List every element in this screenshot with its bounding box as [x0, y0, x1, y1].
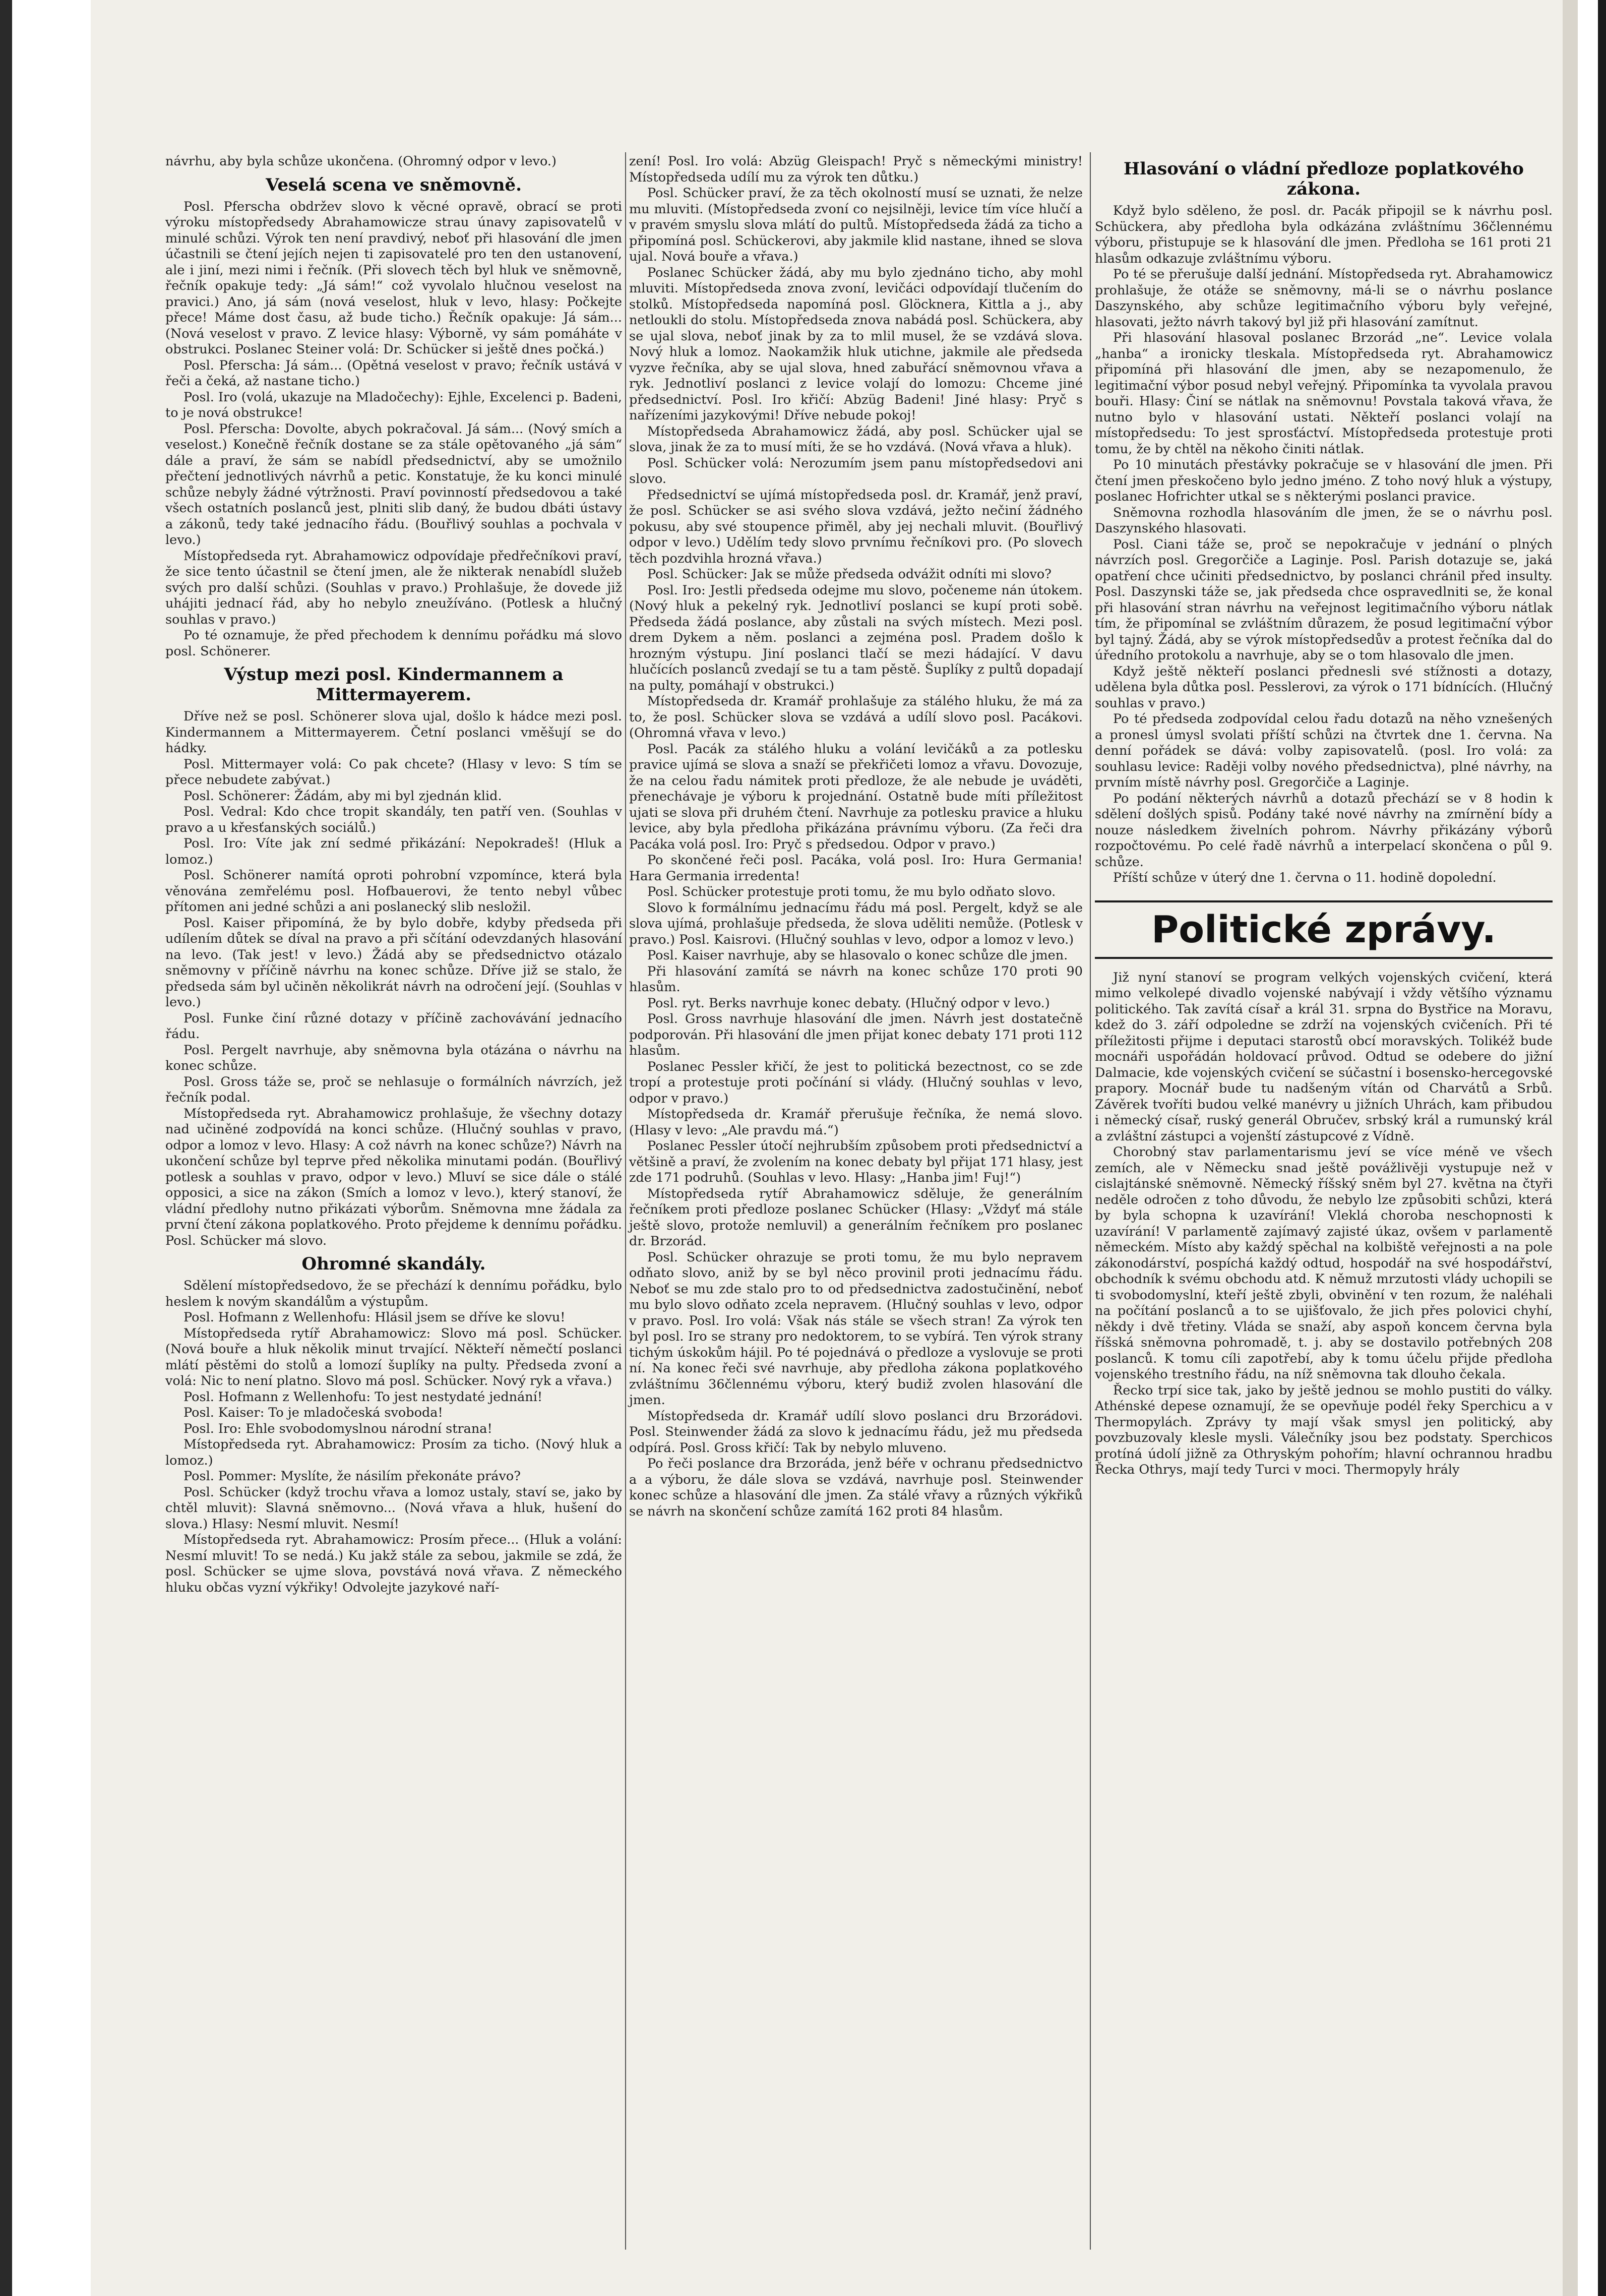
paragraph: Posl. Iro: Ehle svobodomyslnou národní strana!	[183, 1421, 492, 1436]
section-heading-politicke-zpravy: Politické zprávy.	[1095, 900, 1553, 959]
paragraph: Sdělení místopředsedovo, že se přechází k dennímu pořádku, bylo heslem k novým skandálům a výstupům.	[165, 1278, 622, 1309]
scan-edge-left	[0, 0, 12, 2296]
paragraph: Poslanec Schücker žádá, aby mu bylo zjednáno ticho, aby mohl mluviti. Místopředseda znova zvoní, levičáci odpovídají tlučením do stolků. Místopředseda napomíná posl. Glöcknera, Kittla a j., aby netloukli do stolu. Místopředseda znova nabádá posl. Schückera, aby se ujal slova, neboť jinak by za to mlil musel, že se vzdává slova. Nový hluk a lomoz. Naokamžik hluk utichne, jakmile ale předseda vyzve řečníka, aby se ujal slova, hned zabuřácí sněmovnou vřava a ryk. Jednotliví poslanci z levice volají do lomozu: Chceme jiné předsednictví. Posl. Iro křičí: Abzüg Badeni! Jiné hlasy: Pryč s nařízeními jazykovými! Dříve nebude pokoj!	[629, 265, 1083, 423]
paragraph: Slovo k formálnímu jednacímu řádu má posl. Pergelt, když se ale slova ujímá, prohlašuje předseda, že slova uděliti nemůže. (Potlesk v pravo.) Posl. Kaisrovi. (Hlučný souhlas v levo, odpor a lomoz v levo.)	[629, 900, 1083, 947]
paragraph: Posl. Ciani táže se, proč se nepokračuje v jednání o plných návrzích posl. Gregorčiče a Laginje. Posl. Parish dotazuje se, jaká opatření chce učiniti předsednictvo, by poslanci chránil před insulty. Posl. Daszynski táže se, jak předseda chce ospravedlniti se, že konal při hlasování stran návrhu na veřejnost legitimačního výboru nátlak tím, že připomínal se zvláštním důrazem, že posud legitimační výbor byl tajný. Žádá, aby se výrok místopředsedův a protest řečníka dal do úředního protokolu a navrhuje, aby se o tom hlasovalo dle jmen.	[1095, 536, 1553, 663]
paragraph: Posl. Schönerer namítá oproti pohrobní vzpomínce, která byla věnována zemřelému posl. Hofbauerovi, že tento nebyl vůbec přítomen ani jedné schůzi a ani poslanecký slib nesložil.	[165, 868, 622, 915]
paragraph: Posl. Schönerer: Žádám, aby mi byl zjednán klid.	[183, 788, 502, 804]
paragraph: Posl. Mittermayer volá: Co pak chcete? (Hlasy v levo: S tím se přece nebudete zabývat.)	[165, 756, 622, 788]
column-rule-1	[625, 152, 626, 2250]
paragraph: Posl. Schücker praví, že za těch okolností musí se uznati, že nelze mu mluviti. (Místopředseda zvoní co nejsilněji, levice tím více hlučí a v pravém smyslu slova mlátí do pultů. Místopředseda žádá za ticho a připomíná posl. Schückerovi, aby jakmile klid nastane, ihned se slova ujal. Nová bouře a vřava.)	[629, 186, 1083, 264]
paragraph: Když bylo sděleno, že posl. dr. Pacák připojil se k návrhu posl. Schückera, aby předloha byla odkázána zvláštnímu 36člennému výboru, přistupuje se k hlasování dle jmen. Předloha se 161 proti 21 hlasům odkazuje zvláštnímu výboru.	[1095, 203, 1553, 266]
paragraph: Po té předseda zodpovídal celou řadu dotazů na něho vznešených a pronesl úmysl svolati příští schůzi na čtvrtek dne 1. června. Na denní pořádek se dává: volby zapisovatelů. (posl. Iro volá: za souhlasu levice: Raději volby nového předsednictva), plné návrhy, na prvním místě návrhy posl. Gregorčiče a Laginje.	[1095, 711, 1553, 790]
paragraph: Posl. Hofmann z Wellenhofu: Hlásil jsem se dříve ke slovu!	[183, 1310, 566, 1325]
paragraph: Dříve než se posl. Schönerer slova ujal, došlo k hádce mezi posl. Kindermannem a Mittermayerem. Četní poslanci vměšují se do hádky.	[165, 709, 622, 756]
paragraph: Když ještě někteří poslanci přednesli své stížnosti a dotazy, udělena byla důtka posl. Pesslerovi, za výrok o 171 bídnících. (Hlučný souhlas v pravo.)	[1095, 663, 1553, 711]
paragraph: Posl. Schücker volá: Nerozumím jsem panu místopředsedovi ani slovo.	[629, 455, 1083, 487]
column-3	[1095, 154, 1553, 1478]
column-2	[629, 154, 1083, 1520]
paragraph: Posl. Schücker ohrazuje se proti tomu, že mu bylo nepravem odňato slovo, aniž by se byl něco provinil proti jednacímu řádu. Neboť se mu zde stalo pro to od předsednictva zadostučinění, neboť mu bylo slovo odňato zcela nepravem. (Hlučný souhlas v levo, odpor v pravo. Posl. Iro volá: Však nás stále se všech stran! Za výrok ten byl posl. Iro se strany pro nedoktorem, to se vybírá. Ten výrok strany tichým úskokům hájil. Po té pojednává o předloze a vyslovuje se proti ní. Na konec řeči své navrhuje, aby předloha zákona poplatkového zvláštnímu 36člennému výboru, který budiž zvolen hlasování dle jmen.	[629, 1249, 1083, 1408]
paragraph: Posl. Funke činí různé dotazy v příčině zachovávání jednacího řádu.	[165, 1010, 622, 1042]
paragraph: Příští schůze v úterý dne 1. června o 11. hodině dopolední.	[1113, 870, 1497, 885]
paragraph: Posl. Vedral: Kdo chce tropit skandály, ten patří ven. (Souhlas v pravo a u křesťanských sociálů.)	[165, 804, 622, 835]
paragraph: Místopředseda dr. Kramář prohlašuje za stálého hluku, že má za to, že posl. Schücker slova se vzdává a udílí slovo posl. Pacákovi. (Ohromná vřava v levo.)	[629, 694, 1083, 741]
paragraph: Místopředseda ryt. Abrahamowicz odpovídaje předřečníkovi praví, že sice tento účastnil se čtení jmen, ale že nikterak nenabídl služeb svých pro další schůzi. (Souhlas v pravo.) Prohlašuje, že dovede již uhájiti jednací řád, aby ho nebylo zneužíváno. (Potlesk a hlučný souhlas v pravo.)	[165, 548, 622, 627]
paragraph: Po řeči poslance dra Brzoráda, jenž béře v ochranu předsednictvo a a výboru, že dále slova se vzdává, navrhuje posl. Steinwender konec schůze a hlasování dle jmen. Za stálé vřavy a různých výkřiků se návrh na skončení schůze zamítá 162 proti 84 hlasům.	[629, 1456, 1083, 1519]
paragraph: Místopředseda rytíř Abrahamowicz: Slovo má posl. Schücker. (Nová bouře a hluk několik minut trvající. Někteří němečtí poslanci mlátí pěstěmi do stolů a lomozí šuplíky na pulty. Předseda zvoní a volá: Nic to není platno. Slovo má posl. Schücker. Nový ryk a vřava.)	[165, 1325, 622, 1388]
paragraph: Posl. Pferscha: Já sám... (Opětná veselost v pravo; řečník ustává v řeči a čeká, až nastane ticho.)	[165, 357, 622, 389]
paragraph: Posl. Schücker (když trochu vřava a lomoz ustaly, staví se, jako by chtěl mluvit): Slavná sněmovno... (Nová vřava a hluk, hušení do slova.) Hlasy: Nesmí mluvit. Nesmí!	[165, 1484, 622, 1532]
paragraph: Posl. Pferscha: Dovolte, abych pokračoval. Já sám... (Nový smích a veselost.) Konečně řečník dostane se za stále opětovaného „já sám“ dále a praví, že sám se nabídl předsednictví, aby se umožnilo přečtení jednotlivých návrhů a petic. Konstatuje, že ku konci minulé schůze nebyly žádné výtržnosti. Praví povinností předsedovou a také všech ostatních poslanců jest, plniti slib daný, že budou dbáti ústavy a zákonů, tedy také jednacího řádu. (Bouřlivý souhlas a pochvala v levo.)	[165, 421, 622, 548]
paragraph: zení! Posl. Iro volá: Abzüg Gleispach! Pryč s německými ministry! Místopředseda udílí mu za výrok ten důtku.)	[629, 154, 1083, 185]
column-rule-2	[1090, 152, 1091, 2250]
paragraph: Posl. Pergelt navrhuje, aby sněmovna byla otázána o návrhu na konec schůze.	[165, 1042, 622, 1073]
paragraph: Místopředseda Abrahamowicz žádá, aby posl. Schücker ujal se slova, jinak že za to musí míti, že se ho vzdává. (Nová vřava a hluk).	[629, 424, 1083, 455]
paragraph: Posl. Iro: Jestli předseda odejme mu slovo, počeneme nán útokem. (Nový hluk a pekelný ryk. Jednotliví poslanci se kupí proti sobě. Předseda žádá poslance, aby zůstali na svých místech. Mezi posl. drem Dykem a něm. poslanci a zejména posl. Pradem došlo k hrozným výstupu. Jiní poslanci tlačí se mezi hádající. V davu hlučících poslanců zvedají se tu a tam pěstě. Šuplíky z pultů dopadají na pulty, pomáhají v obstrukci.)	[629, 582, 1083, 693]
paragraph: Při hlasování hlasoval poslanec Brzorád „ne“. Levice volala „hanba“ a ironicky tleskala. Místopředseda ryt. Abrahamowicz připomíná při hlasování dle jmen, aby se nezapomenulo, že legitimační výbor posud nebyl veřejný. Připomínka ta vyvolala pravou bouři. Hlasy: Činí se nátlak na sněmovnu! Povstala taková vřava, že nutno bylo v hlasování ustati. Někteří poslanci volají na místopředsedu: To jest sprosťáctví. Místopředseda protestuje proti tomu, že by chtěl na někoho činiti nátlak.	[1095, 330, 1553, 457]
section-heading-ohromne-skandaly: Ohromné skandály.	[301, 1254, 486, 1274]
paragraph: Poslanec Pessler útočí nejhrubším způsobem proti předsednictví a většině a praví, že zvolením na konec debaty byl přijat 171 hlasy, jest zde 171 podruhů. (Souhlas v levo. Hlasy: „Hanba jim! Fuj!“)	[629, 1138, 1083, 1185]
paragraph: Chorobný stav parlamentarismu jeví se více méně ve všech zemích, ale v Německu snad ještě povážlivěji vystupuje než v cislajtánské sněmovně. Německý říšský sněm byl 27. května na čtyři neděle odročen z toho důvodu, že nebylo lze způsobiti schůzi, která by byla schopna k uzavírání! Vleklá choroba neschopnosti k uzavírání! V parlamentě zajímavý zajisté úkaz, ovšem v parlamentě německém. Místo aby každý spěchal na kolbiště veřejnosti a na pole zákonodárství, pospíchá každý odtud, hospodář na své hospodářství, obchodník k svému obchodu atd. K němuž mrzutosti vlády uchopili se ti svobodomyslní, kteří ještě zbyli, obvinění v ten rozum, že naléhali na počítání poslanců a to se ujišťovalo, že jich přes polovici chyhí, někdy i dvě třetiny. Vláda se snaží, aby aspoň koncem června byla říšská sněmovna pohromadě, t. j. aby se dostavilo potřebných 208 poslanců. K tomu cíli zapotřebí, aby k tomu účelu přijde předloha vojenského trestního řádu, na níž sněmovna tak dlouho čekala.	[1095, 1144, 1553, 1382]
paragraph: Sněmovna rozhodla hlasováním dle jmen, že se o návrhu posl. Daszynského hlasovati.	[1095, 505, 1553, 536]
paragraph: Místopředseda ryt. Abrahamowicz: Prosím přece... (Hluk a volání: Nesmí mluvit! To se nedá.) Ku jakž stále za sebou, jakmile se zdá, že posl. Schücker se ujme slova, povstává nová vřava. Z německého hluku občas vyzní výkřiky! Odvolejte jazykové naří-	[165, 1532, 622, 1595]
paragraph: Místopředseda ryt. Abrahamowicz prohlašuje, že všechny dotazy nad učiněné zodpovídá na konci schůze. (Hlučný souhlas v pravo, odpor a lomoz v levo. Hlasy: A což návrh na konec schůze?) Návrh na ukončení schůze byl teprve před několika minutami podán. (Bouřlivý potlesk a souhlas v pravo, odpor v levo.) Mluví se sice dále o stálé opposici, a sice na zákon (Smích a lomoz v levo.), který stanoví, že vládní předlohy nutno přikázati výborům. Sněmovna mne žádala za první čtení zákona poplatkového. Proto přejdeme k dennímu pořádku. Posl. Schücker má slovo.	[165, 1106, 622, 1248]
scan-edge-shadow	[1563, 0, 1578, 2296]
paragraph: Posl. Iro: Víte jak zní sedmé přikázání: Nepokradeš! (Hluk a lomoz.)	[165, 836, 622, 867]
paragraph: Posl. Pacák za stálého hluku a volání levičáků a za potlesku pravice ujímá se slova a snaží se překřičeti lomoz a vřavu. Dovozuje, že na celou řadu námitek proti předloze, že ale nebude je uváděti, přenechávaje je výboru k projednání. Ostatně bude míti příležitost ujati se slova při druhém čtení. Navrhuje za potlesku pravice a hluku levice, aby byla předloha přikázána právnímu výboru. (Za řeči dra Pacáka volá posl. Iro: Pryč s předsedou. Odpor v pravo.)	[629, 741, 1083, 852]
paragraph: Posl. Gross táže se, proč se nehlasuje o formálních návrzích, jež řečník podal.	[165, 1074, 622, 1105]
scan-edge-right	[1598, 0, 1606, 2296]
paragraph: Již nyní stanoví se program velkých vojenských cvičení, která mimo velkolepé divadlo vojenské nabývají i vždy většího významu politického. Tak zavítá císař a král 31. srpna do Bystřice na Moravu, kdež do 3. září odpoledne se zdrží na vojenských cvičeních. Při té příležitosti přijme i deputaci starostů obcí moravských. Tolikéž bude mocnáři uspořádán holdovací průvod. Odtud se odebere do jižní Dalmacie, kde vojenských cvičení se súčastní i bosensko-hercegovské prapory. Mocnář bude tu nadšeným vítán od Charvátů a Srbů. Závěrek tvoříti budou velké manévry u jižních Uhrách, kam přibudou i německý císař, ruský generál Obručev, srbský král a rumunský král a zvláštní zástupci a vojenští zástupcové z Vídně.	[1095, 970, 1553, 1144]
paragraph: Posl. Schücker: Jak se může předseda odvážit odníti mi slovo?	[647, 567, 1052, 582]
paragraph: Po 10 minutách přestávky pokračuje se v hlasování dle jmen. Při čtení jmen přeskočeno bylo jedno jméno. Z toho nový hluk a výstupy, poslanec Hofrichter utkal se s některými poslanci pravice.	[1095, 457, 1553, 504]
paragraph: Posl. Schücker protestuje proti tomu, že mu bylo odňato slovo.	[647, 884, 1056, 899]
section-heading-hlasovani: Hlasování o vládní předloze poplatkového zákona.	[1124, 159, 1524, 199]
paragraph: Místopředseda ryt. Abrahamowicz: Prosím za ticho. (Nový hluk a lomoz.)	[165, 1437, 622, 1468]
paragraph: Při hlasování zamítá se návrh na konec schůze 170 proti 90 hlasům.	[629, 963, 1083, 995]
paragraph: Posl. Kaiser: To je mladočeská svoboda!	[183, 1405, 443, 1420]
paragraph: Posl. Pferscha obdržev slovo k věcné opravě, obrací se proti výroku místopředsedy Abrahamowicze strau únavy zapisovatelů v minulé schůzi. Výrok ten není pravdivý, neboť při hlasování dle jmen účastnili se čtení jejích nejen ti zapisovatelé pro ten den ustanovení, ale i jiní, mezi nimi i řečník. (Při slovech těch byl hluk ve sněmovně, řečník opakuje tedy: „Já sám!“ což vyvolalo hlučnou veselost na pravici.) Ano, já sám (nová veselost, hluk v levo, hlasy: Počkejte přece! Máme dost času, až bude ticho.) Řečník opakuje: Já sám... (Nová veselost v pravo. Z levice hlasy: Výborně, vy sám pomáháte v obstrukci. Poslanec Steiner volá: Dr. Schücker si ještě dnes počká.)	[165, 199, 622, 357]
paragraph: Předsednictví se ujímá místopředseda posl. dr. Kramář, jenž praví, že posl. Schücker se asi svého slova vzdává, ježto nečiní žádného pokusu, aby své stoupence přiměl, aby jej nechali mluvit. (Bouřlivý odpor v levo.) Udělím tedy slovo prvnímu řečníkovi pro. (Po slovech těch pozdvihla hrozná vřava.)	[629, 487, 1083, 566]
paragraph: Místopředseda rytíř Abrahamowicz sděluje, že generálním řečníkem proti předloze poslanec Schücker (Hlasy: „Vždyť má stále ještě slovo, protože nemluvil) a generálním řečníkem pro poslanec dr. Brzorád.	[629, 1186, 1083, 1249]
paragraph: Posl. Gross navrhuje hlasování dle jmen. Návrh jest dostatečně podporován. Při hlasování dle jmen přijat konec debaty 171 proti 112 hlasům.	[629, 1011, 1083, 1058]
paragraph: Po podání některých návrhů a dotazů přechází se v 8 hodin k sdělení došlých spisů. Podány také nové návrhy na zmírnění bídy a nouze následkem živelních pohrom. Návrhy přikázány výborů rozpočtovému. Po celé řadě návrhů a interpelací skončena o půl 9. schůze.	[1095, 791, 1553, 870]
paragraph: Místopředseda dr. Kramář přerušuje řečníka, že nemá slovo. (Hlasy v levo: „Ale pravdu má.“)	[629, 1107, 1083, 1138]
paragraph: Posl. Iro (volá, ukazuje na Mladočechy): Ejhle, Excelenci p. Badeni, to je nová obstrukce!	[165, 389, 622, 420]
paragraph: Posl. ryt. Berks navrhuje konec debaty. (Hlučný odpor v levo.)	[647, 995, 1050, 1011]
section-heading-vesela-scena: Veselá scena ve sněmovně.	[266, 174, 522, 195]
paragraph: Po té se přerušuje další jednání. Místopředseda ryt. Abrahamowicz prohlašuje, že otáže se sněmovny, má-li se o návrhu poslance Daszynského, aby schůze legitimačního výboru byly veřejné, hlasovati, ježto návrh takový byl již při hlasování zamítnut.	[1095, 267, 1553, 330]
paragraph: Řecko trpí sice tak, jako by ještě jednou se mohlo pustiti do války. Athénské depese oznamují, že se opevňuje podél řeky Sperchicu a v Thermopylách. Zprávy ty mají však smysl jen politický, aby povzbuzovaly klesle mysli. Válečníky jsou bez podstaty. Sperchicos protíná údolí jižně za Othryským pohořím; hlavní ochrannou hradbu Řecka Othrys, mají tedy Turci v moci. Thermopyly hrály	[1095, 1382, 1553, 1477]
paragraph: Posl. Kaiser připomíná, že by bylo dobře, kdyby předseda při udílením důtek se díval na pravo a při sčítání odevzdaných hlasování na levo. (Tak jest! v levo.) Žádá aby se předsednictvo otázalo sněmovny v příčině návrhu na konec schůze. Dříve již se stalo, že předseda sám byl učiněn několikrát návrh na odročení její. (Souhlas v levo.)	[165, 915, 622, 1010]
column-1	[165, 154, 622, 1596]
paragraph: Posl. Hofmann z Wellenhofu: To jest nestydaté jednání!	[183, 1389, 543, 1405]
paragraph: Po skončené řeči posl. Pacáka, volá posl. Iro: Hura Germania! Hara Germania irredenta!	[629, 853, 1083, 884]
paragraph: Po té oznamuje, že před přechodem k dennímu pořádku má slovo posl. Schönerer.	[165, 628, 622, 659]
paragraph: Místopředseda dr. Kramář udílí slovo poslanci dru Brzorádovi. Posl. Steinwender žádá za slovo k jednacímu řádu, jež mu předseda odpírá. Posl. Gross křičí: Tak by nebylo mluveno.	[629, 1408, 1083, 1456]
section-heading-vystup: Výstup mezi posl. Kindermannem a Mittermayerem.	[224, 664, 564, 705]
paragraph: návrhu, aby byla schůze ukončena. (Ohromný odpor v levo.)	[165, 154, 557, 169]
paragraph: Posl. Pommer: Myslíte, že násilím překonáte právo?	[183, 1469, 521, 1484]
paragraph: Poslanec Pessler křičí, že jest to politická bezectnost, co se zde tropí a protestuje proti počínání si vlády. (Hlučný souhlas v levo, odpor v pravo.)	[629, 1059, 1083, 1106]
paragraph: Posl. Kaiser navrhuje, aby se hlasovalo o konec schůze dle jmen.	[647, 948, 1068, 963]
